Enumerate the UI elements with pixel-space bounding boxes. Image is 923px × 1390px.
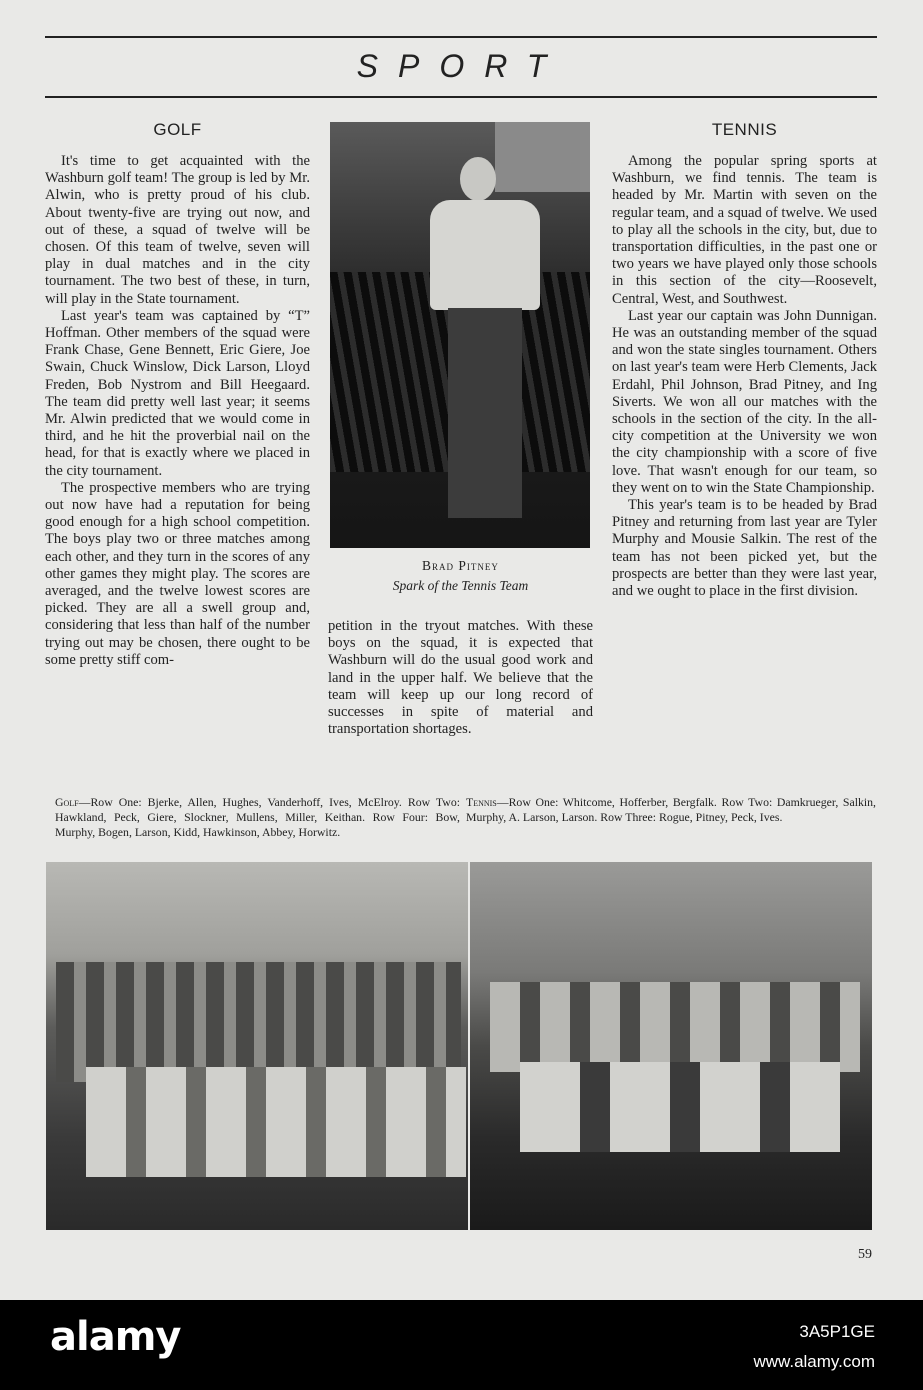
golf-article (45, 153, 310, 669)
watermark-bar (0, 1300, 923, 1390)
title-rule (45, 96, 877, 98)
portrait-name: Brad Pitney (422, 558, 499, 573)
tennis-team-photo (470, 862, 872, 1230)
portrait-caption (328, 556, 593, 596)
golf-paragraph: It's time to get acquainted with the Washburn golf team! The group is led by Mr. Alwin, who is pretty proud of his club. About twenty-five are trying out now, and out of these, a squad of twelve will be chosen. Of this team of twelve, seven will play in dual matches and in the city tournament. The two best of these, in turn, will play in the State tournament. (45, 153, 310, 307)
page-number: 59 (858, 1247, 872, 1262)
golf-caption-label: Golf (55, 795, 79, 809)
building (495, 122, 590, 192)
portrait-subtitle: Spark of the Tennis Team (392, 578, 529, 593)
top-rule (45, 36, 877, 38)
tennis-heading: TENNIS (711, 120, 778, 139)
tennis-team-front-row (520, 1062, 840, 1152)
tennis-paragraph: Among the popular spring sports at Washburn, we find tennis. The team is headed by Mr. Martin with seven on the regular team, and a squad of twelve. We used to play all the schools in the city, but, due to transportation difficulties, in the past one or two years we have played only those schools in this section of the city—Roosevelt, Central, West, and Southwest. (612, 153, 877, 307)
person-trousers (448, 308, 522, 518)
watermark-url: www.alamy.com (753, 1352, 875, 1371)
tennis-paragraph: Last year our captain was John Dunnigan. He was an outstanding member of the squad and won the state singles tournament. Others on last year's team were Herb Clements, Jack Erdahl, Phil Johnson, Brad Pitney, and Ing Siverts. We won all our matches with the schools in the section of the city. In the all-city competition at the University we won the city championship with a score of five love. That wasn't enough for our team, so they went on to win the State Championship. (612, 307, 877, 496)
person-head (460, 157, 496, 201)
golf-caption-text: —Row One: Bjerke, Allen, Hughes, Vanderhoff, Ives, McElroy. Row Two: Hawkland, Peck, Giere, Slockner, Mullens, Miller, Keithan. Row Four: Bow, Murphy, Bogen, Larson, Kidd, Hawkinson, Abbey, Horwitz. (55, 795, 460, 839)
golf-caption (55, 795, 460, 840)
tennis-caption-text: —Row One: Whitcome, Hofferber, Bergfalk. Row Two: Damkrueger, Salkin, Murphy, A. Larson, Larson. Row Three: Rogue, Pitney, Peck, Ives. (466, 795, 876, 824)
watermark-logo: alamy (50, 1314, 181, 1360)
golf-team-photo (46, 862, 468, 1230)
golf-team-back-rows (56, 962, 461, 1082)
golf-team-front-row (86, 1067, 466, 1177)
tennis-team-back-rows (490, 982, 860, 1072)
golf-paragraph: Last year's team was captained by “T” Hoffman. Other members of the squad were Frank Chase, Gene Bennett, Eric Giere, Joe Swain, Chuck Winslow, Dick Larson, Lloyd Freden, Bob Nystrom and Bill Heegaard. The team did pretty well last year; it seems Mr. Alwin predicted that we would come in third, and he hit the proverbial nail on the head, for that is exactly where we placed in the city tournament. (45, 307, 310, 479)
golf-continuation: petition in the tryout matches. With these boys on the squad, it is expected that Washburn will do the usual good work and land in the upper half. We believe that the team will keep up our long record of successes in spite of material and transportation shortages. (328, 618, 593, 738)
person-shirt (430, 200, 540, 310)
tennis-caption (466, 795, 876, 825)
tennis-article (612, 153, 877, 600)
portrait-photo (330, 122, 590, 548)
golf-paragraph: The prospective members who are trying out now have had a reputation for being good enough for a high school competition. The boys play two or three matches among each other, and they turn in the scores of any other games they might play. The scores are averaged, and the twelve lowest scores are picked. They are all a swell group and, considering that less than half of the number trying out may be chosen, there ought to be some pretty stiff com- (45, 479, 310, 668)
tennis-caption-label: Tennis (466, 795, 497, 809)
golf-heading: GOLF (153, 120, 202, 139)
page-title: SPORT (356, 48, 567, 84)
watermark-image-id: 3A5P1GE (799, 1322, 875, 1341)
tennis-paragraph: This year's team is to be headed by Brad Pitney and returning from last year are Tyler Murphy and Mousie Salkin. The rest of the team has not been picked yet, but the prospects are better than they were last year, and we ought to place in the first division. (612, 497, 877, 600)
